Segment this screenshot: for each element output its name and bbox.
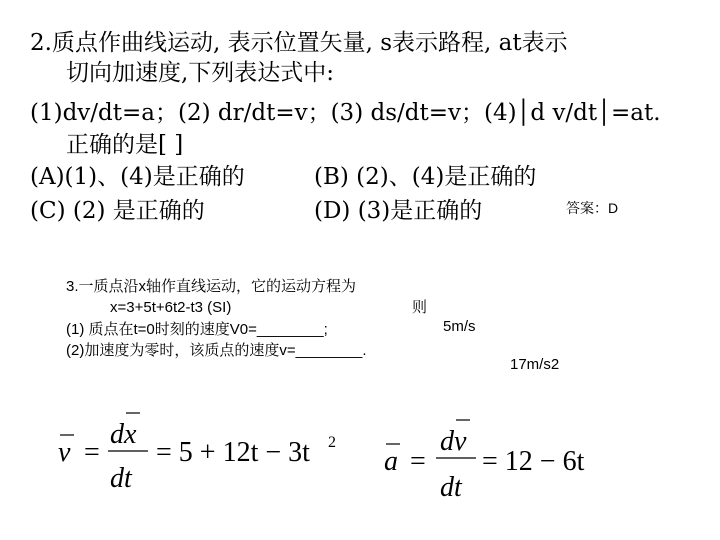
formula2-lhs: a: [384, 446, 398, 477]
q2-option-a: (A)(1)、(4)是正确的: [30, 164, 245, 190]
formula2-eq: =: [410, 446, 426, 477]
formula1-eq: =: [84, 437, 100, 468]
formula1-denominator: dt: [110, 463, 132, 494]
q3-equation: x=3+5t+6t2-t3 (SI): [110, 299, 232, 316]
q2-line3: (1)dv/dt=a；(2) dr/dt=v；(3) ds/dt=v；(4)│d v/dt│=at.: [30, 100, 661, 126]
q2-option-c: (C) (2) 是正确的: [30, 198, 205, 224]
q2-option-d: (D) (3)是正确的: [314, 198, 483, 224]
formula2-denominator: dt: [440, 472, 462, 503]
velocity-formula: [52, 405, 342, 500]
q2-answer: 答案：D: [566, 200, 619, 216]
q2-line4: 正确的是[ ]: [66, 132, 184, 158]
formula1-lhs: v: [58, 437, 71, 468]
formula2-rhs: = 12 − 6t: [482, 446, 585, 477]
q3-line1: 3.一质点沿x轴作直线运动，它的运动方程为: [66, 278, 357, 295]
formula1-numerator: dx: [110, 419, 137, 450]
formula2-numerator: dv: [440, 426, 467, 457]
formula1-rhs: = 5 + 12t − 3t: [156, 437, 310, 468]
q2-line2: 切向加速度,下列表达式中:: [66, 60, 335, 86]
acceleration-formula: [378, 412, 608, 507]
q2-line1: 2.质点作曲线运动, 表示位置矢量, s表示路程, at表示: [30, 30, 568, 56]
q3-line4: (2)加速度为零时，该质点的速度v=________.: [66, 342, 367, 359]
q3-then: 则: [412, 299, 428, 316]
q3-line3: (1) 质点在t=0时刻的速度V0=________;: [66, 321, 328, 338]
q2-option-b: (B) (2)、(4)是正确的: [314, 164, 537, 190]
formula1-exponent: 2: [328, 434, 336, 451]
q3-answer-1: 5m/s: [443, 318, 476, 335]
q3-answer-2: 17m/s2: [510, 356, 560, 373]
